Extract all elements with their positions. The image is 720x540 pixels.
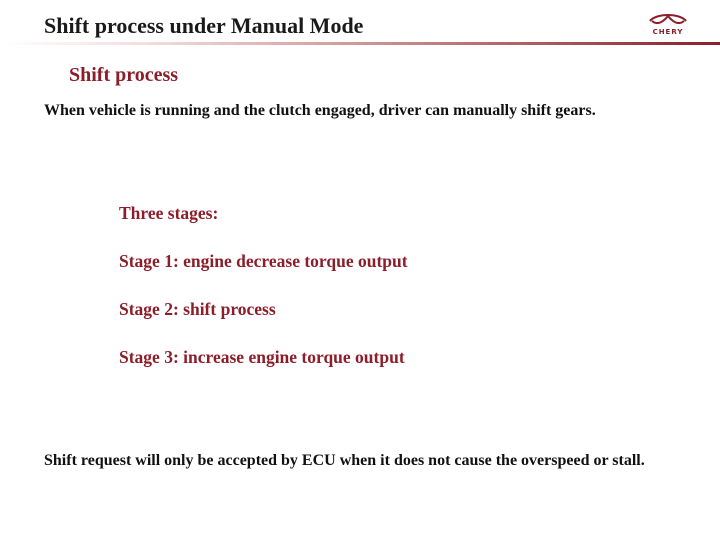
shift-request-note: Shift request will only be accepted by ECU when it does not cause the overspeed or stall. (44, 452, 645, 469)
chery-logo-icon (638, 12, 698, 36)
title-divider (0, 42, 720, 45)
stages-list (119, 201, 408, 393)
stage-2-item: Stage 2: shift process (119, 299, 276, 319)
section-heading: Shift process (69, 64, 179, 86)
slide-title: Shift process under Manual Mode (44, 13, 364, 38)
logo-text: CHERY (652, 28, 684, 36)
stage-1-item: Stage 1: engine decrease torque output (119, 251, 408, 271)
stage-3-item: Stage 3: increase engine torque output (119, 347, 405, 367)
stages-label: Three stages: (119, 203, 219, 223)
intro-text: When vehicle is running and the clutch engaged, driver can manually shift gears. (44, 102, 596, 119)
